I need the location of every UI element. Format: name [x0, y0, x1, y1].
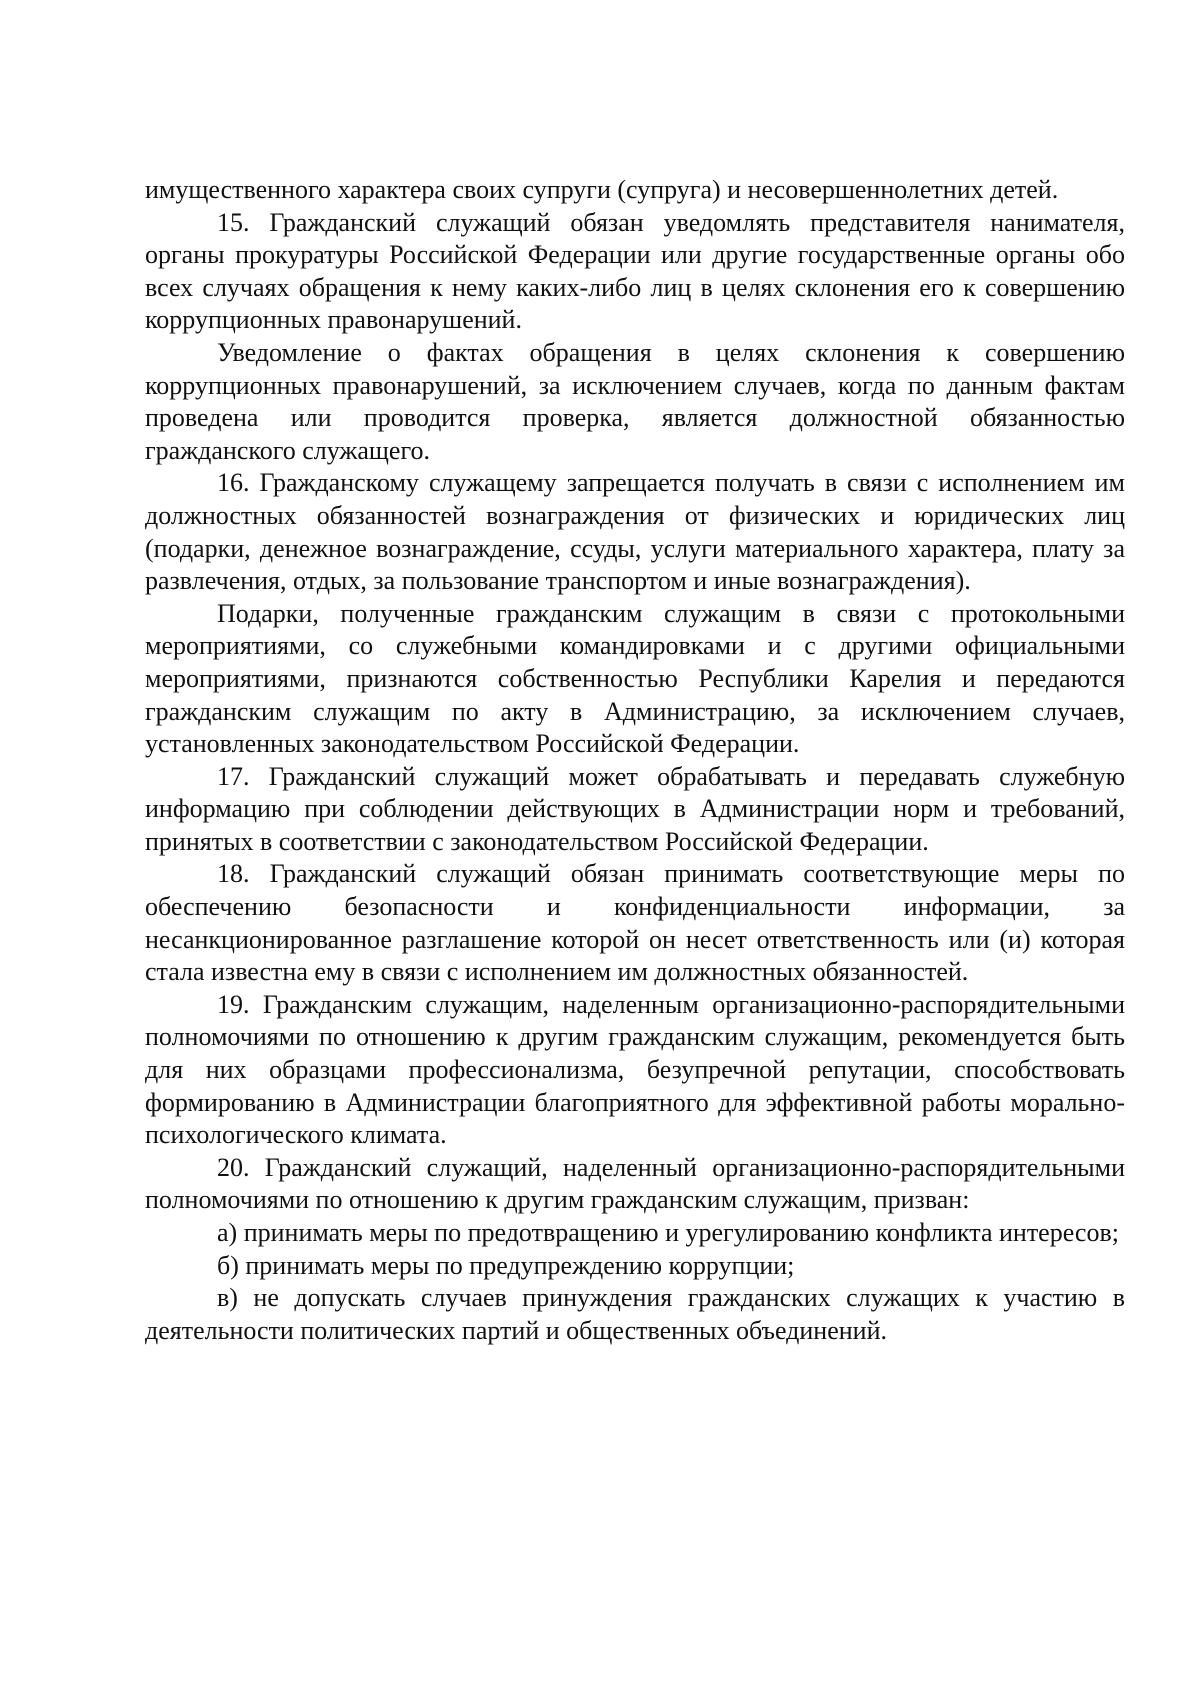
paragraph-subitem-a: а) принимать меры по предотвращению и урегулированию конфликта интересов;	[217, 1218, 1119, 1247]
paragraph-item-20: 20. Гражданский служащий, наделенный организационно-распорядительными полномочиями по отношению к другим гражданским служащим, призван:	[145, 1152, 1125, 1215]
document-body	[145, 174, 1125, 1347]
paragraph-item-15: 15. Гражданский служащий обязан уведомлять представителя нанимателя, органы прокуратуры Российской Федерации или другие государственные органы обо всех случаях обращения к нему каких-либо лиц в целях склонения его к совершению коррупционных правонарушений.	[145, 207, 1125, 335]
paragraph-item-18: 18. Гражданский служащий обязан принимать соответствующие меры по обеспечению безопасности и конфиденциальности информации, за несанкционированное разглашение которой он несет ответственность или (и) которая стала известна ему в связи с исполнением им должностных обязанностей.	[145, 859, 1125, 987]
paragraph-notification: Уведомление о фактах обращения в целях склонения к совершению коррупционных правонарушений, за исключением случаев, когда по данным фактам проведена или проводится проверка, является должностной обязанностью гражданского служащего.	[145, 337, 1125, 465]
paragraph-subitem-v: в) не допускать случаев принуждения гражданских служащих к участию в деятельности политических партий и общественных объединений.	[145, 1283, 1125, 1345]
paragraph-item-17: 17. Гражданский служащий может обрабатывать и передавать служебную информацию при соблюдении действующих в Администрации норм и требований, принятых в соответствии с законодательством Российской Федерации.	[145, 761, 1125, 856]
paragraph-continuation: имущественного характера своих супруги (супруга) и несовершеннолетних детей.	[145, 175, 1059, 204]
paragraph-subitem-b: б) принимать меры по предупреждению коррупции;	[217, 1250, 795, 1280]
paragraph-gifts: Подарки, полученные гражданским служащим в связи с протокольными мероприятиями, со служебными командировками и с другими официальными мероприятиями, признаются собственностью Республики Карелия и передаются гражданским служащим по акту в Администрацию, за исключением случаев, установленных законодательством Российской Федерации.	[145, 598, 1125, 759]
paragraph-item-19: 19. Гражданским служащим, наделенным организационно-распорядительными полномочиями по отношению к другим гражданским служащим, рекомендуется быть для них образцами профессионализма, безупречной репутации, способствовать формированию в Администрации благоприятного для эффективной работы морально-психологического климата.	[145, 989, 1125, 1150]
paragraph-item-16: 16. Гражданскому служащему запрещается получать в связи с исполнением им должностных обязанностей вознаграждения от физических и юридических лиц (подарки, денежное вознаграждение, ссуды, услуги материального характера, плату за развлечения, отдых, за пользование транспортом и иные вознаграждения).	[145, 468, 1125, 596]
